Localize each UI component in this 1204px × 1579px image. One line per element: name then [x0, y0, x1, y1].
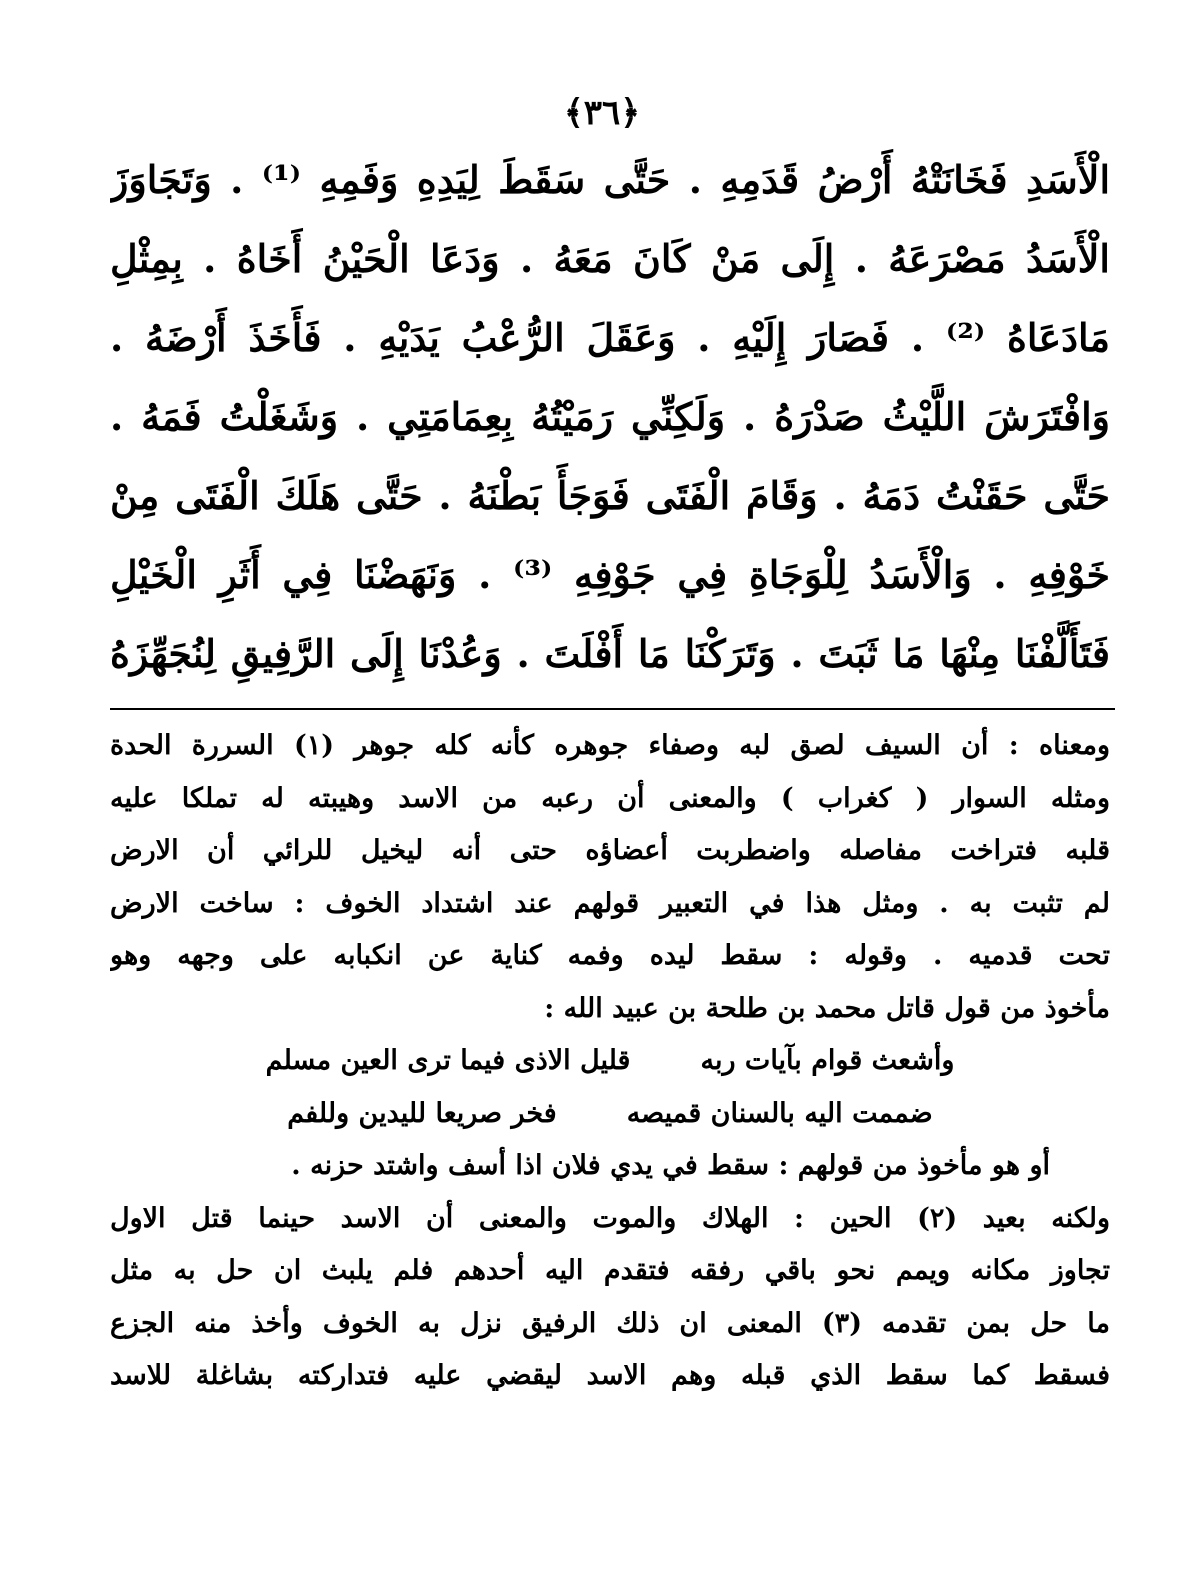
verse-intro-line: مأخوذ من قول قاتل محمد بن طلحة بن عبيد الله : [544, 992, 1110, 1024]
footnotes-block [110, 720, 1110, 1403]
main-text-line: وَافْتَرَشَ اللَّيْثُ صَدْرَهُ . وَلَكِنِّي رَمَيْتُهُ بِعِمَامَتِي . وَشَغَلْتُ فَمَهُ . [110, 394, 1110, 439]
verse-row [110, 1035, 1110, 1088]
main-text-line: الْأَسَدِ فَخَانَتْهُ أَرْضُ قَدَمِهِ . حَتَّى سَقَطَ لِيَدِهِ وَفَمِهِ ⁽¹⁾ . وَتَجَاوَزَ [110, 157, 1110, 202]
poetry-verse [110, 1035, 1110, 1140]
main-text-line: الْأَسَدُ مَصْرَعَهُ . إِلَى مَنْ كَانَ مَعَهُ . وَدَعَا الْحَيْنُ أَخَاهُ . بِمِثْلِ [110, 236, 1110, 281]
footnote-line: ما حل بمن تقدمه (٣) المعنى ان ذلك الرفيق نزل به الخوف وأخذ منه الجزع [110, 1307, 1110, 1339]
footnote-line: ولكنه بعيد (٢) الحين : الهلاك والموت والمعنى أن الاسد حينما قتل الاول [110, 1202, 1110, 1234]
verse-second-hemistich: قليل الاذى فيما ترى العين مسلم [265, 1045, 631, 1076]
footnote-divider [110, 708, 1115, 710]
verse-first-hemistich: وأشعث قوام بآيات ربه [700, 1045, 955, 1076]
verse-row [110, 1088, 1110, 1141]
main-text-line: خَوْفِهِ . وَالْأَسَدُ لِلْوَجَاةِ فِي جَوْفِهِ ⁽³⁾ . وَنَهَضْنَا فِي أَثَرِ الْخَيْلِ [110, 552, 1110, 597]
main-text-block [110, 140, 1110, 693]
main-text-line: مَادَعَاهُ ⁽²⁾ . فَصَارَ إِلَيْهِ . وَعَقَلَ الرُّعْبُ يَدَيْهِ . فَأَخَذَ أَرْضَهُ . [110, 315, 1110, 360]
footnote-line: ومعناه : أن السيف لصق لبه وصفاء جوهره كأنه كله جوهر (١) السررة الحدة [110, 730, 1110, 761]
footnote-line: تجاوز مكانه ويمم نحو باقي رفقه فتقدم اليه أحدهم فلم يلبث ان حل به مثل [110, 1255, 1110, 1286]
main-text-line: فَتَأَلَّفْنَا مِنْهَا مَا ثَبَتَ . وَتَرَكْنَا مَا أَفْلَتَ . وَعُدْنَا إِلَى الرَّفِيقِ لِنُجَهِّزَهُ [110, 631, 1110, 676]
footnote-line: أو هو مأخوذ من قولهم : سقط في يدي فلان اذا أسف واشتد حزنه . [291, 1150, 1050, 1181]
verse-second-hemistich: فخر صريعا لليدين وللفم [287, 1097, 557, 1129]
footnote-line: قلبه فتراخت مفاصله واضطربت أعضاؤه حتى أنه ليخيل للرائي أن الارض [110, 835, 1110, 866]
verse-first-hemistich: ضممت اليه بالسنان قميصه [626, 1097, 933, 1129]
footnote-line: تحت قدميه . وقوله : سقط ليده وفمه كناية عن انكبابه على وجهه وهو [110, 940, 1110, 971]
footnote-line: فسقط كما سقط الذي قبله وهم الاسد ليقضي عليه فتداركته بشاغلة للاسد [110, 1360, 1110, 1391]
page-number: ﴿٣٦﴾ [563, 93, 641, 133]
main-text-line: حَتَّى حَقَنْتُ دَمَهُ . وَقَامَ الْفَتَى فَوَجَأَ بَطْنَهُ . حَتَّى هَلَكَ الْفَتَى مِنْ [110, 473, 1110, 518]
footnote-line: ومثله السوار ( كغراب ) والمعنى أن رعبه من الاسد وهيبته له تملكا عليه [110, 782, 1110, 814]
footnote-line: لم تثبت به . ومثل هذا في التعبير قولهم عند اشتداد الخوف : ساخت الارض [110, 887, 1110, 919]
